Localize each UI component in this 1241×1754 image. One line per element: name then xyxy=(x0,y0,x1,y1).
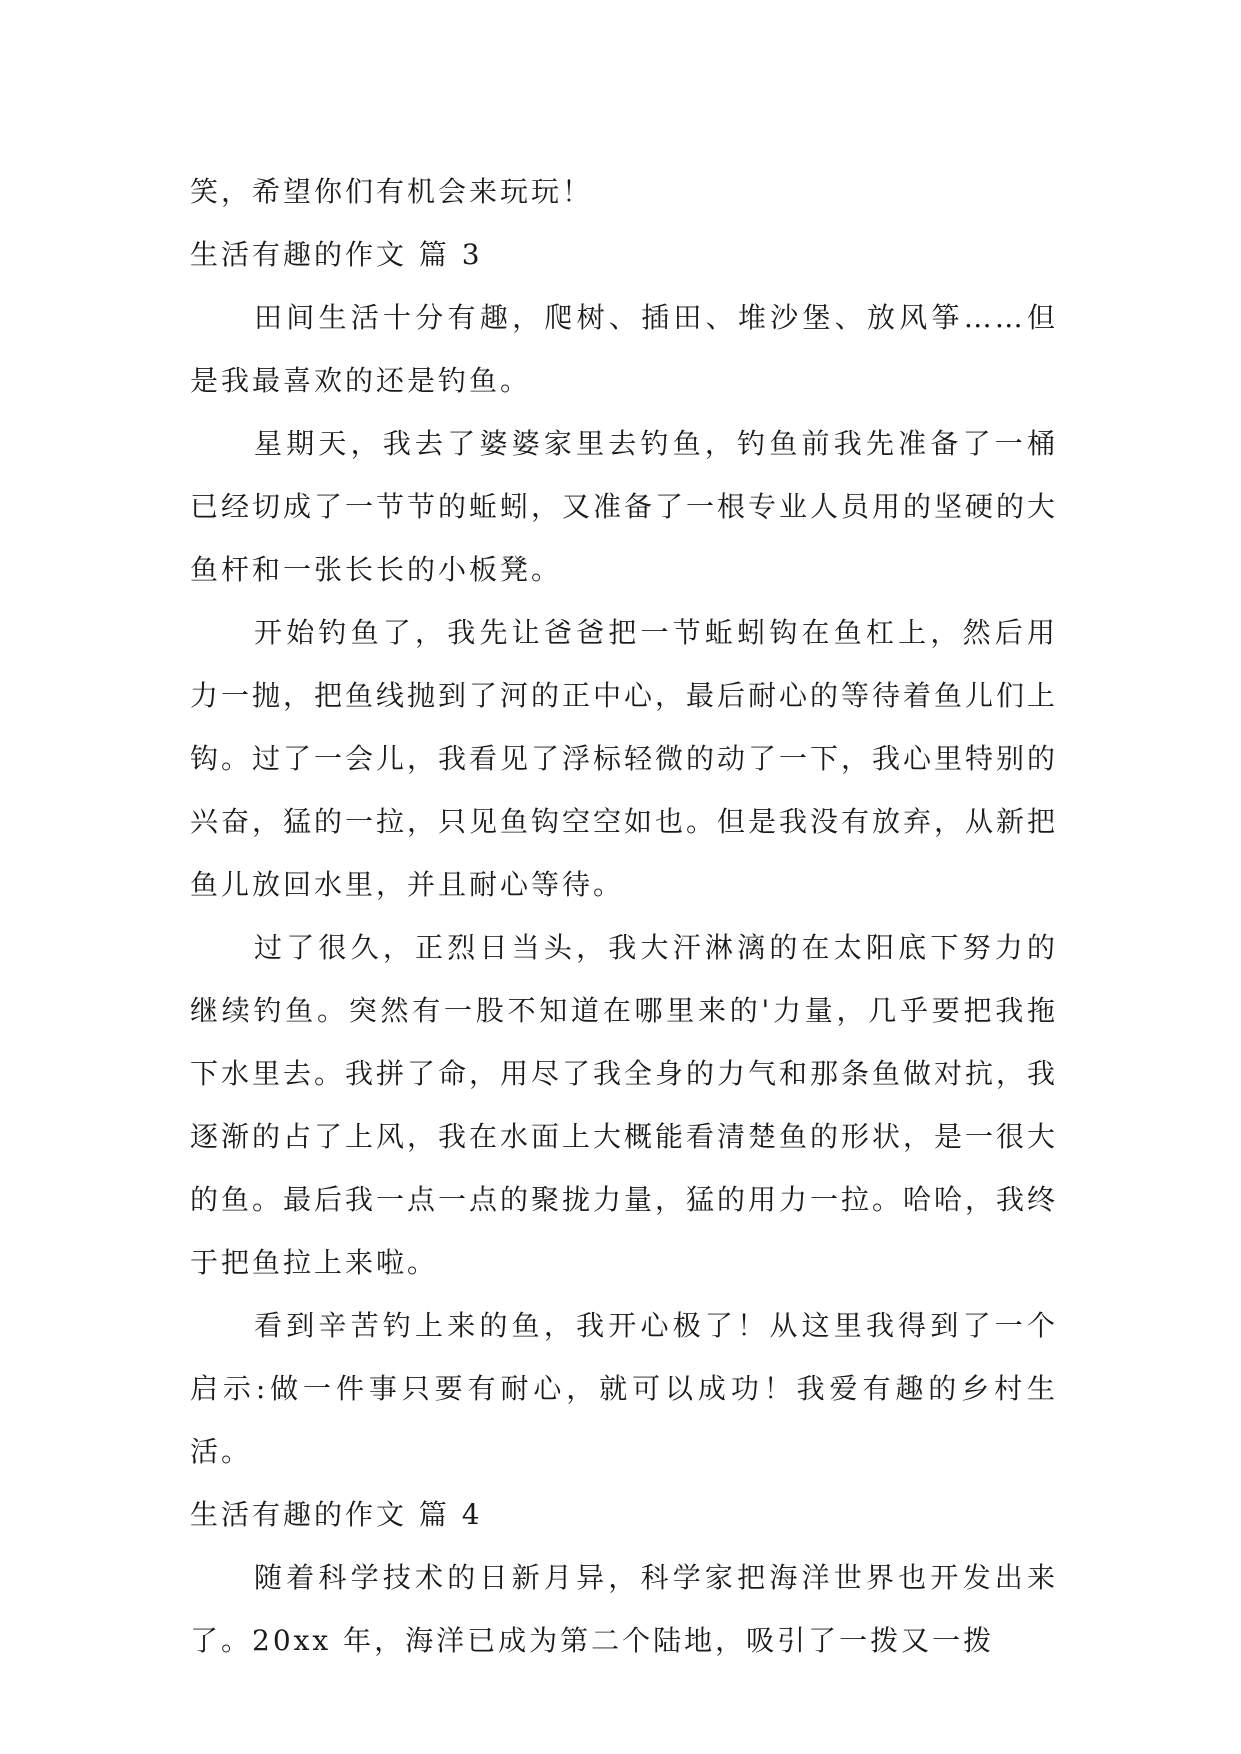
paragraph: 开始钓鱼了，我先让爸爸把一节蚯蚓钩在鱼杠上，然后用力一抛，把鱼线抛到了河的正中心，最后耐心的等待着鱼儿们上钩。过了一会儿，我看见了浮标轻微的动了一下，我心里特别的兴奋，猛的一拉，只见鱼钩空空如也。但是我没有放弃，从新把鱼儿放回水里，并且耐心等待。 xyxy=(190,616,1059,901)
section-heading-4: 生活有趣的作文 篇 4 xyxy=(190,1498,483,1531)
section-heading-3: 生活有趣的作文 篇 3 xyxy=(190,238,483,271)
paragraph: 田间生活十分有趣，爬树、插田、堆沙堡、放风筝……但是我最喜欢的还是钓鱼。 xyxy=(190,301,1058,397)
paragraph: 过了很久，正烈日当头，我大汗淋漓的在太阳底下努力的继续钓鱼。突然有一股不知道在哪里来的'力量，几乎要把我拖下水里去。我拼了命，用尽了我全身的力气和那条鱼做对抗，我逐渐的占了上风，我在水面上大概能看清楚鱼的形状，是一很大的鱼。最后我一点一点的聚拢力量，猛的用力一拉。哈哈，我终于把鱼拉上来啦。 xyxy=(190,931,1059,1279)
paragraph: 星期天，我去了婆婆家里去钓鱼，钓鱼前我先准备了一桶已经切成了一节节的蚯蚓，又准备了一根专业人员用的坚硬的大鱼杆和一张长长的小板凳。 xyxy=(190,427,1059,586)
paragraph: 随着科学技术的日新月异，科学家把海洋世界也开发出来了。20xx 年，海洋已成为第二个陆地，吸引了一拨又一拨 xyxy=(190,1561,1058,1657)
paragraph: 看到辛苦钓上来的鱼，我开心极了！从这里我得到了一个启示:做一件事只要有耐心，就可以成功！我爱有趣的乡村生活。 xyxy=(190,1309,1058,1468)
document-page xyxy=(190,160,1058,1672)
paragraph-continuation: 笑，希望你们有机会来玩玩！ xyxy=(190,175,594,208)
